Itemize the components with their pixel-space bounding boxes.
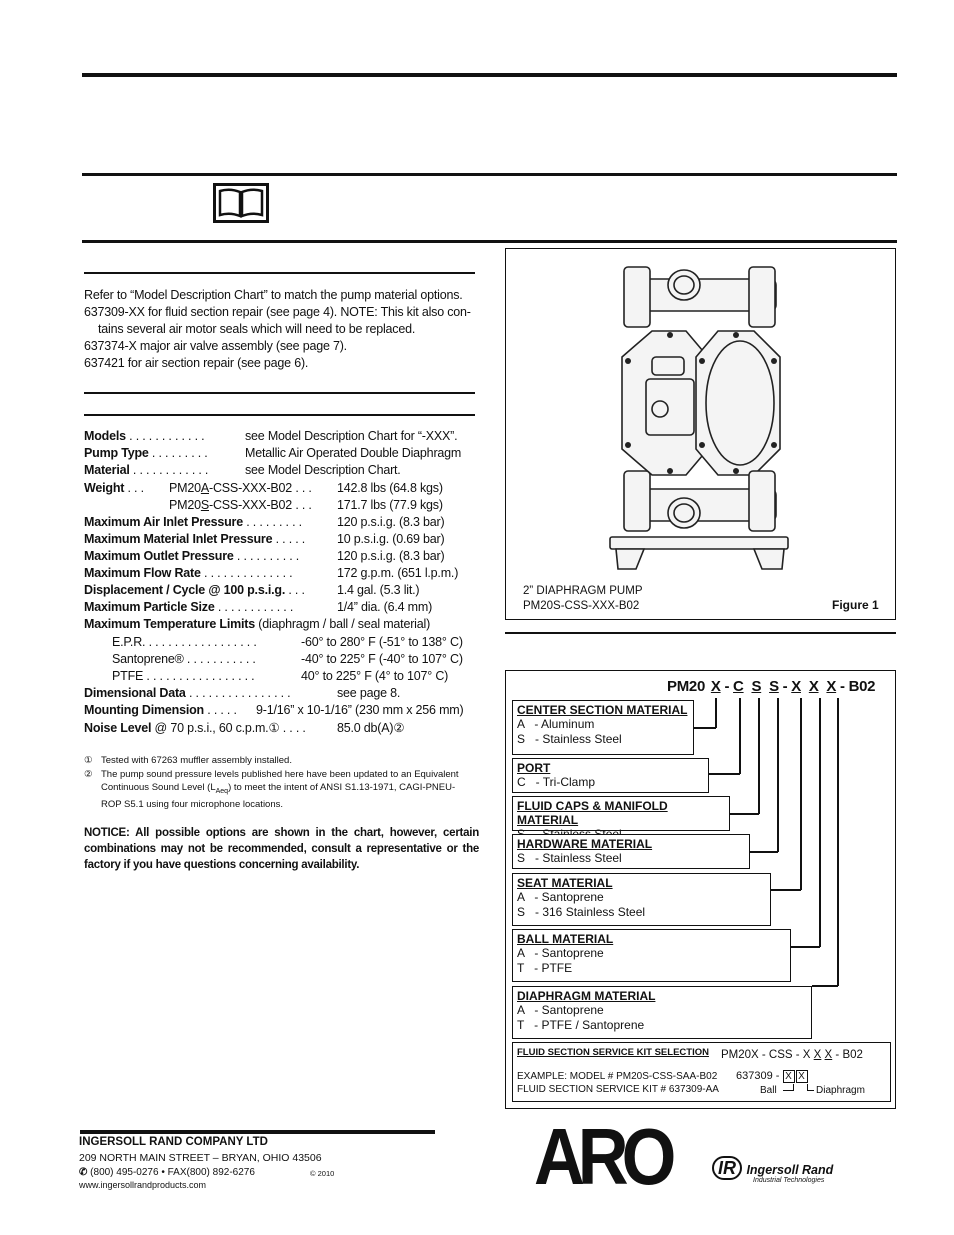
option-fluid-caps: FLUID CAPS & MANIFOLD MATERIAL (512, 796, 730, 831)
spec-weight: Weight . . . (84, 481, 144, 495)
connector-center-h (694, 727, 716, 729)
option-hardware: HARDWARE MATERIAL S - Stainless Steel (512, 834, 750, 869)
option-seat: SEAT MATERIAL A - Santoprene S - 316 Stainless Steel (512, 873, 771, 926)
spec-material-value: see Model Description Chart. (245, 463, 401, 477)
connector-diaphragm-h (812, 985, 838, 987)
option-ball: BALL MATERIAL A - Santoprene T - PTFE (512, 929, 791, 982)
spec-weight-a-value: 142.8 lbs (64.8 kgs) (337, 481, 443, 495)
diaphragm-pump-illustration (604, 261, 799, 591)
parts-line-2: 637309-XX for fluid section repair (see page 4). NOTE: This kit also con- (84, 305, 471, 319)
spec-dimensional-value: see page 8. (337, 686, 401, 700)
figure-box (505, 248, 896, 620)
parts-rule-bottom (84, 392, 475, 394)
spec-models: Models . . . . . . . . . . . . (84, 429, 205, 443)
footnote-1: ① Tested with 67263 muffler assembly installed. (84, 755, 292, 766)
kit-diaphragm-line (807, 1084, 814, 1091)
kit-code: PM20X - CSS - X X X - B02 (721, 1049, 863, 1061)
footer-company: INGERSOLL RAND COMPANY LTD (79, 1136, 268, 1148)
connector-hardware-v (777, 698, 779, 852)
manual-book-icon (213, 183, 269, 223)
parts-line-3: tains several air motor seals which will need to be replaced. (98, 322, 416, 336)
spec-max-out-value: 120 p.s.i.g. (8.3 bar) (337, 549, 445, 563)
footer-copyright: © 2010 (310, 1169, 335, 1178)
connector-seat-h (771, 889, 801, 891)
spec-mounting: Mounting Dimension . . . . . (84, 703, 237, 717)
spec-noise-value: 85.0 db(A)② (337, 721, 405, 735)
connector-diaphragm-v (837, 698, 839, 986)
spec-dimensional: Dimensional Data . . . . . . . . . . . . . . . . (84, 686, 291, 700)
kit-selection-box (512, 1042, 891, 1102)
spec-temp-ptfe-value: 40° to 225° F (4° to 107° C) (301, 669, 449, 683)
connector-ball-h (791, 946, 820, 948)
connector-ball-v (819, 698, 821, 947)
connector-port-h (709, 773, 740, 775)
connector-caps-h (730, 813, 759, 815)
spec-temp-santoprene: Santoprene® . . . . . . . . . . . (112, 652, 256, 666)
specs-rule-top (84, 414, 475, 416)
connector-seat-v (800, 698, 802, 890)
spec-max-flow-value: 172 g.p.m. (651 l.p.m.) (337, 566, 459, 580)
spec-noise: Noise Level @ 70 p.s.i., 60 c.p.m.① . . . . (84, 721, 306, 735)
spec-particle-value: 1/4” dia. (6.4 mm) (337, 600, 433, 614)
top-rule (82, 73, 897, 77)
model-code: PM20 X - C S S - X X X - B02 (667, 678, 876, 695)
kit-number: 637309 - X X (736, 1070, 808, 1083)
connector-port-v (739, 698, 741, 774)
parts-line-1: Refer to “Model Description Chart” to match the pump material options. (84, 288, 463, 302)
spec-temp-ptfe: PTFE . . . . . . . . . . . . . . . . . (112, 669, 255, 683)
figure-caption: 2” DIAPHRAGM PUMP PM20S-CSS-XXX-B02 (523, 585, 643, 612)
header-rule (82, 173, 897, 176)
ir-logo-mark: IR (712, 1156, 742, 1180)
kit-title: FLUID SECTION SERVICE KIT SELECTION (517, 1047, 709, 1058)
spec-weight-s-value: 171.7 lbs (77.9 kgs) (337, 498, 443, 512)
spec-temp: Maximum Temperature Limits (diaphragm / ball / seal material) (84, 617, 431, 631)
spec-max-air: Maximum Air Inlet Pressure . . . . . . . . . (84, 515, 302, 529)
spec-temp-epr: E.P.R. . . . . . . . . . . . . . . . . . (112, 635, 257, 649)
notice: NOTICE: All possible options are shown in the chart, however, certain combinations may not be recommended, consult a representative or the factory if you have questions concerning availability. (84, 827, 479, 871)
spec-weight-model-a: PM20A-CSS-XXX-B02 . . . (169, 481, 312, 495)
spec-material: Material . . . . . . . . . . . . (84, 463, 209, 477)
kit-diaphragm-label: Diaphragm (816, 1085, 865, 1096)
spec-max-air-value: 120 p.s.i.g. (8.3 bar) (337, 515, 445, 529)
kit-example: EXAMPLE: MODEL # PM20S-CSS-SAA-B02 FLUID SECTION SERVICE KIT # 637309-AA (517, 1071, 719, 1095)
parts-line-4: 637374-X major air valve assembly (see page 7). (84, 339, 347, 353)
connector-center-v (715, 698, 717, 728)
parts-line-5: 637421 for air section repair (see page 6). (84, 356, 309, 370)
spec-pump-type-value: Metallic Air Operated Double Diaphragm (245, 446, 462, 460)
ir-logo-name: Ingersoll Rand (746, 1163, 834, 1177)
kit-ball-line (783, 1084, 794, 1091)
ingersoll-rand-logo (712, 1156, 834, 1184)
ir-logo-sub: Industrial Technologies (753, 1177, 825, 1184)
spec-temp-santoprene-value: -40° to 225° F (-40° to 107° C) (301, 652, 463, 666)
spec-temp-epr-value: -60° to 280° F (-51° to 138° C) (301, 635, 463, 649)
footer-rule (80, 1130, 435, 1134)
figure-label: Figure 1 (832, 598, 879, 612)
spec-models-value: see Model Description Chart for “-XXX”. (245, 429, 458, 443)
kit-ball-label: Ball (760, 1085, 777, 1096)
spec-mounting-value: 9-1/16” x 10-1/16” (230 mm x 256 mm) (256, 703, 464, 717)
section-rule (82, 240, 897, 243)
footer-phone: ✆ (800) 495-0276 • FAX(800) 892-6276 (79, 1167, 255, 1178)
option-center-section: CENTER SECTION MATERIAL A - Aluminum S - Stainless Steel (512, 700, 694, 755)
option-port: PORT C - Tri-Clamp (512, 758, 709, 793)
spec-pump-type: Pump Type . . . . . . . . . (84, 446, 208, 460)
chart-rule-top (505, 632, 896, 634)
connector-caps-v (758, 698, 760, 814)
spec-displacement: Displacement / Cycle @ 100 p.s.i.g. . . . (84, 583, 305, 597)
parts-rule-top (84, 272, 475, 274)
footer-address: 209 NORTH MAIN STREET – BRYAN, OHIO 43506 (79, 1152, 322, 1164)
spec-max-flow: Maximum Flow Rate . . . . . . . . . . . . . . (84, 566, 293, 580)
footer-website: www.ingersollrandproducts.com (79, 1180, 207, 1190)
spec-max-mat-value: 10 p.s.i.g. (0.69 bar) (337, 532, 445, 546)
connector-hardware-h (750, 851, 778, 853)
spec-particle: Maximum Particle Size . . . . . . . . . . . . (84, 600, 294, 614)
spec-max-out: Maximum Outlet Pressure . . . . . . . . . . (84, 549, 300, 563)
spec-max-mat: Maximum Material Inlet Pressure . . . . . (84, 532, 306, 546)
spec-displacement-value: 1.4 gal. (5.3 lit.) (337, 583, 420, 597)
spec-weight-model-s: PM20S-CSS-XXX-B02 . . . (169, 498, 312, 512)
parts-info (84, 287, 479, 372)
footnote-2: ② The pump sound pressure levels published here have been updated to an Equivalent Continuous Sound Level $(L_{Aeq})$ to meet the intent of ANSI S1.13-1971, CAGI-PNEU- ROP S5.1 using four microphone locations. (84, 769, 459, 810)
option-diaphragm: DIAPHRAGM MATERIAL A - Santoprene T - PTFE / Santoprene (512, 986, 812, 1039)
aro-logo: ARO (534, 1112, 670, 1201)
phone-icon: ✆ (79, 1167, 88, 1178)
